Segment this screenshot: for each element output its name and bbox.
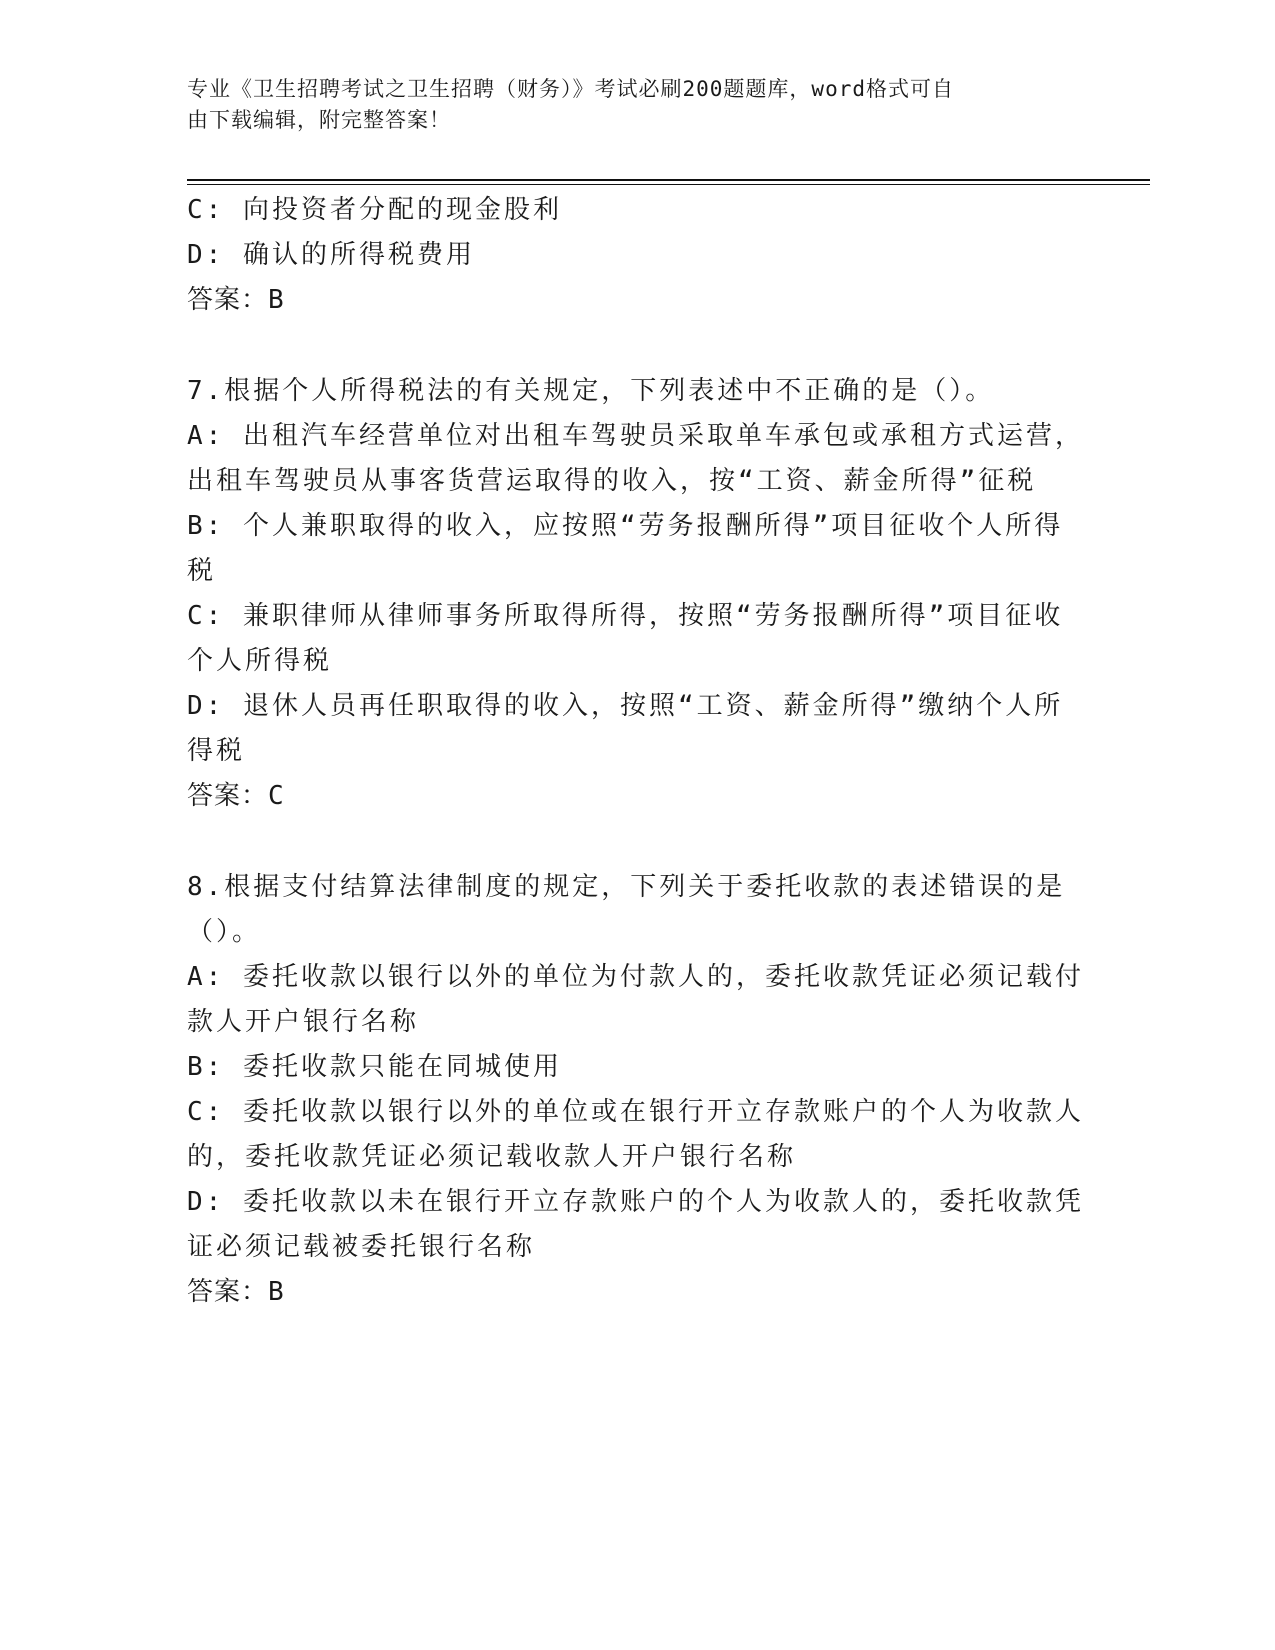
option-c-line-1: C: 兼职律师从律师事务所取得所得，按照“劳务报酬所得”项目征收: [187, 601, 1064, 631]
option-c: C: 向投资者分配的现金股利: [187, 195, 562, 225]
option-d-line-1: D: 退休人员再任职取得的收入，按照“工资、薪金所得”缴纳个人所: [187, 691, 1064, 721]
option-c-line-2: 的，委托收款凭证必须记载收款人开户银行名称: [187, 1142, 797, 1172]
document-header: [187, 74, 1067, 136]
answer-line: 答案：B: [187, 285, 285, 315]
question-7: [187, 369, 1087, 819]
spacer: [187, 323, 1087, 369]
question-stem-line-2: （）。: [187, 917, 262, 947]
option-d-line-1: D: 委托收款以未在银行开立存款账户的个人为收款人的，委托收款凭: [187, 1187, 1084, 1217]
header-title-line-1: 专业《卫生招聘考试之卫生招聘（财务）》考试必刷200题题库，word格式可自: [187, 77, 954, 101]
document-body: [187, 188, 1087, 1315]
previous-question-tail: [187, 188, 1087, 323]
option-b-line-1: B: 委托收款只能在同城使用: [187, 1052, 562, 1082]
header-title-line-2: 由下载编辑，附完整答案！: [187, 108, 451, 132]
option-a-line-2: 款人开户银行名称: [187, 1007, 420, 1037]
option-d-line-2: 得税: [187, 736, 246, 766]
option-c-line-2: 个人所得税: [187, 646, 333, 676]
header-divider-thick: [187, 179, 1150, 181]
question-8: [187, 865, 1087, 1315]
question-stem-line-1: 8.根据支付结算法律制度的规定，下列关于委托收款的表述错误的是: [187, 872, 1066, 902]
option-a-line-2: 出租车驾驶员从事客货营运取得的收入，按“工资、薪金所得”征税: [187, 466, 1037, 496]
spacer: [187, 819, 1087, 865]
answer-line: 答案：B: [187, 1277, 285, 1307]
option-b-line-1: B: 个人兼职取得的收入，应按照“劳务报酬所得”项目征收个人所得: [187, 511, 1064, 541]
option-a-line-1: A: 委托收款以银行以外的单位为付款人的，委托收款凭证必须记载付: [187, 962, 1084, 992]
option-b-line-2: 税: [187, 556, 217, 586]
option-a-line-1: A: 出租汽车经营单位对出租车驾驶员采取单车承包或承租方式运营，: [187, 421, 1084, 451]
option-d: D: 确认的所得税费用: [187, 240, 475, 270]
option-c-line-1: C: 委托收款以银行以外的单位或在银行开立存款账户的个人为收款人: [187, 1097, 1084, 1127]
question-stem: 7.根据个人所得税法的有关规定，下列表述中不正确的是（）。: [187, 376, 995, 406]
option-d-line-2: 证必须记载被委托银行名称: [187, 1232, 536, 1262]
answer-line: 答案：C: [187, 781, 285, 811]
header-divider-thin: [187, 184, 1150, 185]
